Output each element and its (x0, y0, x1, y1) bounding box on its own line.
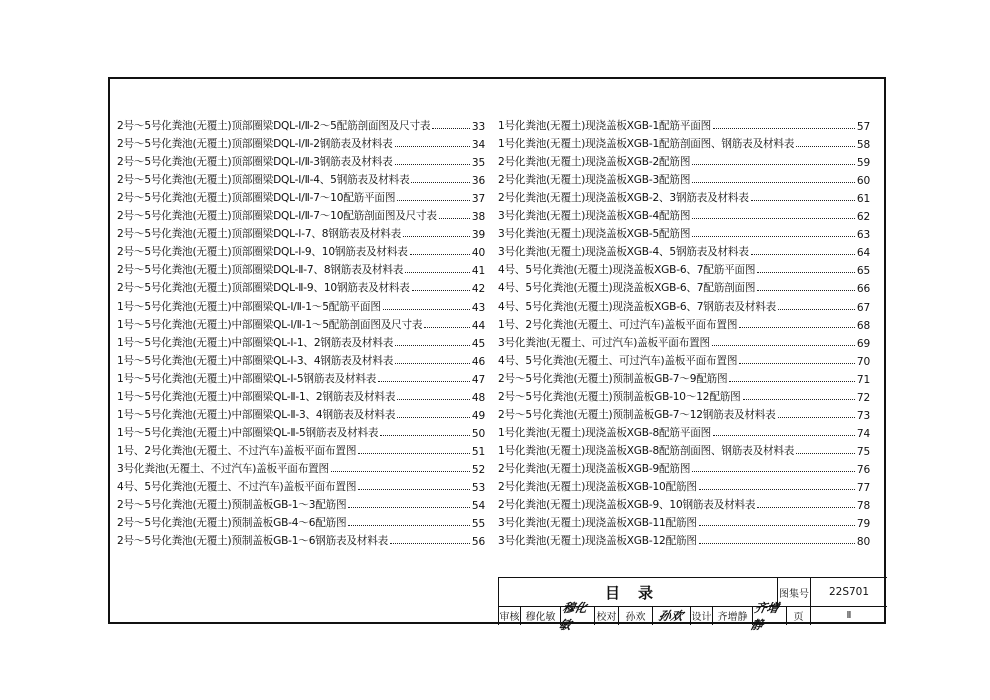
toc-entry-title: 1号化粪池(无覆土)现浇盖板XGB-8配筋平面图 (498, 426, 712, 439)
toc-leader-dots (405, 272, 470, 273)
toc-entry (498, 332, 870, 350)
designer-name: 齐增静 (713, 606, 753, 625)
toc-entry-page: 50 (471, 427, 485, 440)
toc-entry (117, 169, 485, 187)
toc-entry-page: 34 (471, 139, 485, 152)
toc-entry-title: 4号、5号化粪池(无覆土)现浇盖板XGB-6、7钢筋表及材料表 (498, 300, 777, 313)
checker-signature: 孙欢 (657, 609, 685, 623)
reviewer-signature: 穆化敏 (557, 600, 589, 632)
toc-leader-dots (412, 290, 470, 291)
title-block (498, 577, 887, 632)
toc-leader-dots (424, 327, 470, 328)
toc-entry-title: 1号、2号化粪池(无覆土、不过汽车)盖板平面布置图 (117, 444, 357, 457)
toc-leader-dots (757, 272, 855, 273)
toc-entry-title: 2号～5号化粪池(无覆土)顶部圈梁DQL-Ⅰ/Ⅱ-4、5钢筋表及材料表 (117, 174, 410, 187)
toc-entry (498, 295, 870, 313)
toc-entry (498, 494, 870, 512)
toc-entry-page: 55 (471, 518, 485, 531)
toc-entry (498, 440, 870, 458)
toc-entry (117, 368, 485, 386)
toc-entry-page: 35 (471, 157, 485, 170)
toc-entry-title: 2号化粪池(无覆土)现浇盖板XGB-2配筋图 (498, 156, 691, 169)
review-label: 审核 (499, 606, 521, 625)
toc-entry-page: 57 (856, 121, 870, 134)
toc-entry-page: 73 (856, 409, 870, 422)
toc-entry (498, 241, 870, 259)
toc-entry-title: 2号～5号化粪池(无覆土)预制盖板GB-10～12配筋图 (498, 390, 741, 403)
toc-column-left (117, 115, 485, 548)
toc-entry-page: 52 (471, 463, 485, 476)
toc-entry-page: 51 (471, 445, 485, 458)
toc-entry (498, 259, 870, 277)
toc-entry-page: 75 (856, 445, 870, 458)
toc-entry (117, 115, 485, 133)
toc-entry (117, 151, 485, 169)
toc-entry-title: 3号化粪池(无覆土)现浇盖板XGB-11配筋图 (498, 517, 697, 530)
toc-leader-dots (778, 417, 855, 418)
toc-entry-page: 78 (856, 500, 870, 513)
toc-entry-page: 43 (471, 301, 485, 314)
toc-leader-dots (383, 309, 470, 310)
toc-leader-dots (348, 525, 470, 526)
toc-entry-title: 2号～5号化粪池(无覆土)顶部圈梁DQL-Ⅰ/Ⅱ-7～10配筋平面图 (117, 192, 396, 205)
toc-leader-dots (692, 236, 855, 237)
toc-entry (117, 277, 485, 295)
toc-entry (498, 115, 870, 133)
toc-entry (498, 169, 870, 187)
toc-entry-page: 40 (471, 247, 485, 260)
toc-entry (498, 350, 870, 368)
toc-entry-title: 1号～5号化粪池(无覆土)中部圈梁QL-Ⅱ-3、4钢筋表及材料表 (117, 408, 396, 421)
toc-entry-title: 2号～5号化粪池(无覆土)预制盖板GB-1～6钢筋表及材料表 (117, 535, 388, 548)
toc-entry-page: 60 (856, 175, 870, 188)
toc-entry (498, 368, 870, 386)
toc-entry-page: 54 (471, 500, 485, 513)
toc-leader-dots (397, 417, 470, 418)
atlas-label: 图集号 (778, 578, 811, 606)
toc-leader-dots (751, 254, 855, 255)
toc-entry-page: 72 (856, 391, 870, 404)
toc-leader-dots (395, 345, 470, 346)
toc-entry (117, 332, 485, 350)
toc-leader-dots (692, 164, 855, 165)
toc-entry-title: 4号、5号化粪池(无覆土、可过汽车)盖板平面布置图 (498, 354, 738, 367)
toc-entry-page: 76 (856, 463, 870, 476)
toc-entry (117, 295, 485, 313)
toc-leader-dots (757, 507, 855, 508)
toc-leader-dots (713, 128, 855, 129)
toc-entry-title: 2号～5号化粪池(无覆土)预制盖板GB-4～6配筋图 (117, 517, 347, 530)
toc-entry (498, 422, 870, 440)
toc-entry-page: 36 (471, 175, 485, 188)
toc-entry (498, 187, 870, 205)
toc-entry (117, 422, 485, 440)
toc-column-right (498, 115, 870, 548)
toc-leader-dots (713, 435, 855, 436)
checker-name: 孙欢 (619, 606, 653, 625)
toc-entry (498, 458, 870, 476)
toc-leader-dots (743, 399, 856, 400)
toc-entry-page: 66 (856, 283, 870, 296)
toc-leader-dots (411, 182, 470, 183)
toc-leader-dots (739, 363, 855, 364)
toc-entry-page: 33 (471, 121, 485, 134)
toc-leader-dots (358, 453, 470, 454)
toc-entry-page: 68 (856, 319, 870, 332)
toc-leader-dots (358, 489, 470, 490)
toc-entry (117, 241, 485, 259)
design-label: 设计 (691, 606, 713, 625)
toc-entry-title: 1号～5号化粪池(无覆土)中部圈梁QL-Ⅰ-5钢筋表及材料表 (117, 372, 377, 385)
toc-entry-title: 1号～5号化粪池(无覆土)中部圈梁QL-Ⅰ-3、4钢筋表及材料表 (117, 354, 394, 367)
title-cell (499, 578, 778, 606)
toc-entry-title: 2号化粪池(无覆土)现浇盖板XGB-9配筋图 (498, 462, 691, 475)
toc-leader-dots (778, 309, 855, 310)
title-block-top-row (499, 578, 887, 607)
toc-entry (117, 350, 485, 368)
toc-entry-title: 2号～5号化粪池(无覆土)预制盖板GB-7～9配筋图 (498, 372, 728, 385)
toc-entry-title: 2号～5号化粪池(无覆土)顶部圈梁DQL-Ⅰ-7、8钢筋表及材料表 (117, 228, 402, 241)
toc-entry (117, 404, 485, 422)
toc-entry-page: 49 (471, 409, 485, 422)
toc-leader-dots (395, 363, 470, 364)
toc-entry (117, 223, 485, 241)
toc-entry-title: 1号化粪池(无覆土)现浇盖板XGB-8配筋剖面图、钢筋表及材料表 (498, 444, 795, 457)
toc-entry-page: 62 (856, 211, 870, 224)
toc-leader-dots (757, 290, 855, 291)
toc-entry-page: 71 (856, 373, 870, 386)
toc-entry-title: 4号、5号化粪池(无覆土)现浇盖板XGB-6、7配筋剖面图 (498, 282, 756, 295)
toc-entry (117, 259, 485, 277)
toc-entry-page: 58 (856, 139, 870, 152)
toc-leader-dots (699, 525, 855, 526)
toc-entry-title: 2号～5号化粪池(无覆土)顶部圈梁DQL-Ⅰ/Ⅱ-2～5配筋剖面图及尺寸表 (117, 120, 431, 133)
toc-entry-page: 63 (856, 229, 870, 242)
toc-entry-title: 2号～5号化粪池(无覆土)顶部圈梁DQL-Ⅰ/Ⅱ-2钢筋表及材料表 (117, 138, 393, 151)
drawing-title: 目录 (604, 583, 671, 602)
toc-entry-page: 65 (856, 265, 870, 278)
toc-entry-title: 2号化粪池(无覆土)现浇盖板XGB-2、3钢筋表及材料表 (498, 192, 749, 205)
title-block-bottom-row (499, 600, 887, 632)
check-label: 校对 (595, 606, 619, 625)
toc-entry (117, 494, 485, 512)
toc-leader-dots (348, 507, 470, 508)
toc-entry (117, 512, 485, 530)
toc-leader-dots (751, 200, 855, 201)
toc-entry-title: 4号、5号化粪池(无覆土)现浇盖板XGB-6、7配筋平面图 (498, 264, 756, 277)
toc-entry-title: 1号～5号化粪池(无覆土)中部圈梁QL-Ⅰ/Ⅱ-1～5配筋平面图 (117, 300, 381, 313)
toc-leader-dots (410, 254, 470, 255)
toc-entry-title: 2号～5号化粪池(无覆土)顶部圈梁DQL-Ⅱ-9、10钢筋表及材料表 (117, 282, 410, 295)
toc-entry-title: 2号化粪池(无覆土)现浇盖板XGB-3配筋图 (498, 174, 691, 187)
toc-entry-page: 48 (471, 391, 485, 404)
toc-entry-title: 1号～5号化粪池(无覆土)中部圈梁QL-Ⅱ-1、2钢筋表及材料表 (117, 390, 396, 403)
toc-entry (117, 314, 485, 332)
toc-entry (117, 530, 485, 548)
page-number: Ⅱ (846, 610, 852, 621)
toc-entry-page: 77 (856, 481, 870, 494)
toc-entry-title: 2号化粪池(无覆土)现浇盖板XGB-10配筋图 (498, 480, 697, 493)
toc-entry-title: 2号～5号化粪池(无覆土)顶部圈梁DQL-Ⅰ/Ⅱ-7～10配筋剖面图及尺寸表 (117, 210, 437, 223)
toc-leader-dots (397, 200, 470, 201)
toc-entry-page: 61 (856, 193, 870, 206)
toc-entry-title: 3号化粪池(无覆土)现浇盖板XGB-4配筋图 (498, 210, 691, 223)
toc-entry-title: 2号化粪池(无覆土)现浇盖板XGB-9、10钢筋表及材料表 (498, 499, 756, 512)
toc-leader-dots (403, 236, 470, 237)
toc-entry-title: 2号～5号化粪池(无覆土)预制盖板GB-1～3配筋图 (117, 499, 347, 512)
toc-entry-title: 3号化粪池(无覆土、可过汽车)盖板平面布置图 (498, 336, 710, 349)
toc-leader-dots (712, 345, 855, 346)
toc-leader-dots (729, 381, 855, 382)
toc-entry-title: 1号、2号化粪池(无覆土、可过汽车)盖板平面布置图 (498, 318, 738, 331)
toc-leader-dots (796, 146, 855, 147)
toc-entry (117, 476, 485, 494)
toc-entry (117, 386, 485, 404)
toc-leader-dots (395, 164, 470, 165)
toc-entry-page: 80 (856, 536, 870, 549)
toc-entry (117, 187, 485, 205)
toc-leader-dots (390, 543, 470, 544)
toc-leader-dots (692, 182, 855, 183)
toc-leader-dots (378, 381, 470, 382)
toc-entry-title: 1号～5号化粪池(无覆土)中部圈梁QL-Ⅰ-1、2钢筋表及材料表 (117, 336, 394, 349)
toc-entry (498, 386, 870, 404)
toc-entry-title: 1号化粪池(无覆土)现浇盖板XGB-1配筋剖面图、钢筋表及材料表 (498, 138, 795, 151)
toc-leader-dots (739, 327, 855, 328)
toc-entry (498, 476, 870, 494)
toc-entry-page: 45 (471, 337, 485, 350)
toc-entry-title: 3号化粪池(无覆土)现浇盖板XGB-4、5钢筋表及材料表 (498, 246, 749, 259)
toc-entry-page: 42 (471, 283, 485, 296)
toc-leader-dots (692, 218, 855, 219)
toc-entry-page: 64 (856, 247, 870, 260)
toc-entry-page: 70 (856, 355, 870, 368)
toc-entry-title: 3号化粪池(无覆土、不过汽车)盖板平面布置图 (117, 462, 329, 475)
toc-entry (498, 404, 870, 422)
toc-leader-dots (692, 471, 855, 472)
toc-entry (117, 458, 485, 476)
toc-leader-dots (397, 399, 470, 400)
toc-entry (117, 133, 485, 151)
toc-entry (117, 205, 485, 223)
toc-leader-dots (439, 218, 470, 219)
toc-entry (117, 440, 485, 458)
toc-entry-title: 1号化粪池(无覆土)现浇盖板XGB-1配筋平面图 (498, 120, 712, 133)
toc-entry-page: 67 (856, 301, 870, 314)
toc-leader-dots (432, 128, 470, 129)
toc-entry (498, 151, 870, 169)
toc-entry (498, 223, 870, 241)
toc-entry-page: 38 (471, 211, 485, 224)
toc-entry-title: 4号、5号化粪池(无覆土、不过汽车)盖板平面布置图 (117, 480, 357, 493)
toc-entry-page: 44 (471, 319, 485, 332)
toc-entry-page: 37 (471, 193, 485, 206)
toc-entry-page: 47 (471, 373, 485, 386)
toc-entry-page: 69 (856, 337, 870, 350)
toc-leader-dots (699, 489, 855, 490)
toc-entry-title: 1号～5号化粪池(无覆土)中部圈梁QL-Ⅱ-5钢筋表及材料表 (117, 426, 379, 439)
toc-entry (498, 205, 870, 223)
toc-entry-title: 1号～5号化粪池(无覆土)中部圈梁QL-Ⅰ/Ⅱ-1～5配筋剖面图及尺寸表 (117, 318, 423, 331)
toc-entry-title: 3号化粪池(无覆土)现浇盖板XGB-12配筋图 (498, 535, 697, 548)
toc-entry-page: 39 (471, 229, 485, 242)
toc-entry (498, 512, 870, 530)
toc-entry (498, 133, 870, 151)
toc-entry-page: 41 (471, 265, 485, 278)
toc-leader-dots (331, 471, 470, 472)
toc-entry-page: 56 (471, 536, 485, 549)
toc-entry-page: 79 (856, 518, 870, 531)
toc-entry-title: 2号～5号化粪池(无覆土)顶部圈梁DQL-Ⅰ/Ⅱ-3钢筋表及材料表 (117, 156, 393, 169)
toc-entry-page: 46 (471, 355, 485, 368)
toc-leader-dots (395, 146, 470, 147)
toc-entry (498, 277, 870, 295)
toc-entry (498, 530, 870, 548)
toc-leader-dots (796, 453, 855, 454)
toc-entry (498, 314, 870, 332)
toc-entry-page: 74 (856, 427, 870, 440)
toc-leader-dots (380, 435, 470, 436)
toc-entry-title: 2号～5号化粪池(无覆土)顶部圈梁DQL-Ⅱ-7、8钢筋表及材料表 (117, 264, 404, 277)
atlas-number: 22S701 (828, 586, 870, 598)
designer-signature: 齐增静 (749, 600, 781, 632)
toc-entry-page: 53 (471, 481, 485, 494)
toc-entry-title: 2号～5号化粪池(无覆土)预制盖板GB-7～12钢筋表及材料表 (498, 408, 776, 421)
toc-entry-title: 2号～5号化粪池(无覆土)顶部圈梁DQL-Ⅰ-9、10钢筋表及材料表 (117, 246, 408, 259)
page-label: 页 (787, 606, 811, 625)
toc-entry-page: 59 (856, 157, 870, 170)
toc-leader-dots (699, 543, 855, 544)
toc-entry-title: 3号化粪池(无覆土)现浇盖板XGB-5配筋图 (498, 228, 691, 241)
reviewer-name: 穆化敏 (521, 606, 561, 625)
